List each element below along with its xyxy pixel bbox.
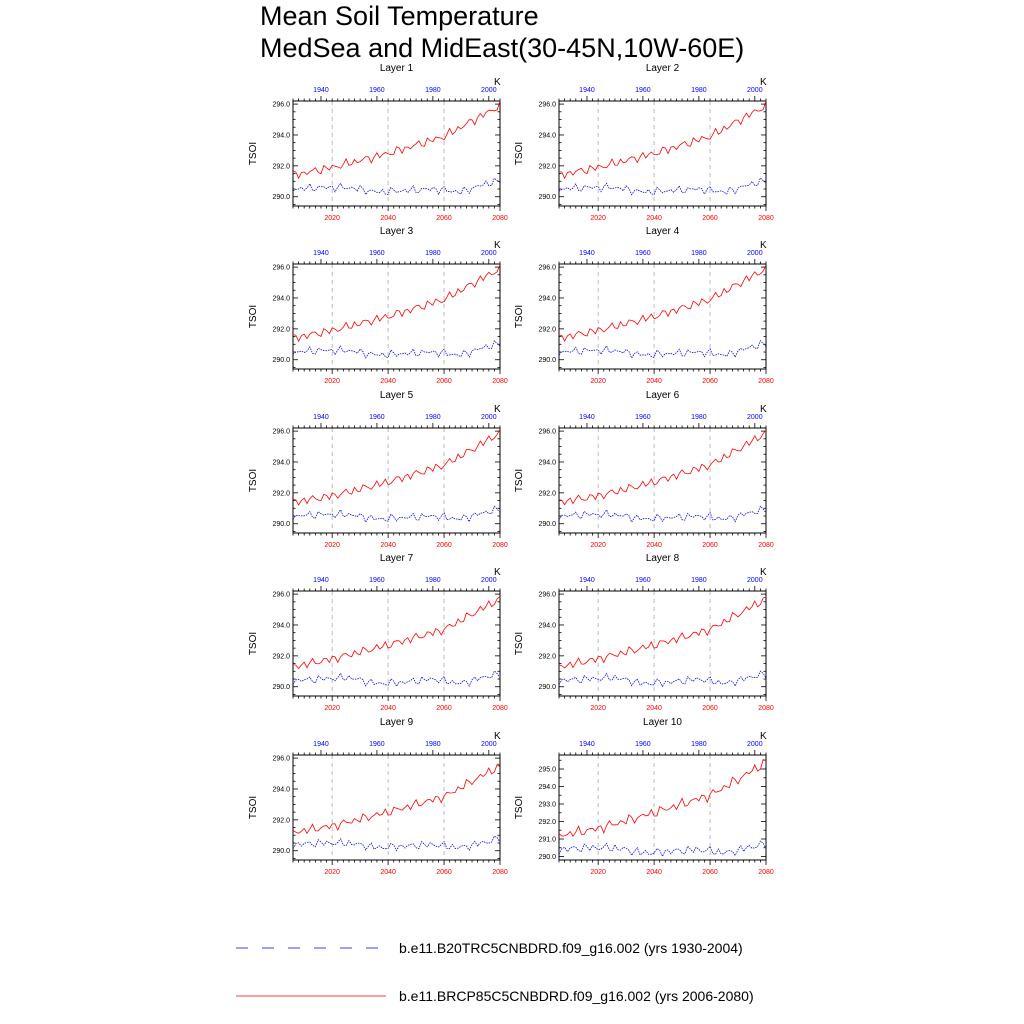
legend-entry-label: b.e11.BRCP85C5CNBDRD.f09_g16.002 (yrs 2006-2080) (399, 988, 754, 1004)
series-line-future (559, 597, 766, 668)
x-bottom-tick-label: 2040 (646, 542, 662, 549)
series-line-historical (559, 178, 766, 195)
chart-title-line-1: Mean Soil Temperature (260, 1, 539, 31)
series-line-future (293, 430, 500, 505)
x-bottom-tick-label: 2060 (436, 869, 452, 876)
x-bottom-tick-label: 2020 (590, 542, 606, 549)
y-tick-label: 294.0 (272, 622, 290, 630)
y-tick-label: 292.0 (272, 326, 290, 334)
x-top-tick-label: 1980 (691, 87, 707, 94)
series-line-historical (293, 341, 500, 358)
unit-label: K (494, 404, 501, 415)
y-tick-label: 292.0 (538, 653, 556, 661)
y-tick-label: 296.0 (272, 428, 290, 436)
y-tick-label: 292.0 (538, 819, 556, 826)
x-top-tick-label: 1940 (313, 741, 329, 748)
panel-layer-7 (248, 553, 508, 712)
y-tick-label: 294.0 (538, 132, 556, 140)
panel-layer-3 (248, 226, 508, 385)
y-tick-label: 294.0 (272, 132, 290, 140)
unit-label: K (494, 77, 501, 88)
x-top-tick-label: 1980 (425, 577, 441, 584)
x-top-tick-label: 1940 (313, 87, 329, 94)
y-tick-label: 290.0 (272, 848, 290, 856)
x-top-tick-label: 1980 (691, 741, 707, 748)
x-bottom-tick-label: 2080 (758, 869, 774, 876)
x-bottom-tick-label: 2060 (436, 542, 452, 549)
panel-title: Layer 1 (379, 63, 414, 74)
x-bottom-tick-label: 2040 (380, 869, 396, 876)
series-line-future (559, 430, 766, 505)
unit-label: K (760, 240, 767, 251)
panel-title: Layer 5 (379, 390, 414, 401)
series-line-historical (293, 506, 500, 522)
x-top-tick-label: 1960 (635, 87, 651, 94)
plot-frame (293, 101, 500, 206)
series-line-future (293, 597, 500, 669)
series-line-historical (293, 836, 500, 851)
y-tick-label: 290.0 (538, 357, 556, 365)
x-bottom-tick-label: 2080 (492, 542, 508, 549)
y-tick-label: 294.0 (538, 622, 556, 630)
x-bottom-tick-label: 2060 (436, 705, 452, 712)
x-bottom-tick-label: 2080 (758, 542, 774, 549)
y-tick-label: 296.0 (538, 591, 556, 599)
plot-frame (293, 755, 500, 860)
panel-title: Layer 3 (379, 226, 414, 237)
y-axis-label: TSOI (514, 468, 525, 493)
x-bottom-tick-label: 2020 (324, 705, 340, 712)
series-line-historical (559, 506, 766, 522)
x-top-tick-label: 1940 (579, 577, 595, 584)
y-axis-label: TSOI (248, 795, 259, 820)
x-top-tick-label: 2000 (481, 250, 497, 257)
y-tick-label: 296.0 (272, 264, 290, 272)
x-top-tick-label: 1960 (369, 741, 385, 748)
x-top-tick-label: 1960 (635, 577, 651, 584)
panel-layer-5 (248, 390, 508, 549)
y-tick-label: 294.0 (538, 459, 556, 467)
x-top-tick-label: 1960 (369, 577, 385, 584)
y-tick-label: 292.0 (538, 163, 556, 171)
y-tick-label: 294.0 (272, 786, 290, 794)
panel-layer-9 (248, 717, 508, 876)
x-bottom-tick-label: 2040 (646, 215, 662, 222)
panel-layer-10 (514, 717, 774, 876)
plot-frame (559, 264, 766, 369)
x-top-tick-label: 2000 (481, 577, 497, 584)
x-bottom-tick-label: 2020 (324, 542, 340, 549)
y-tick-label: 290.0 (538, 684, 556, 692)
unit-label: K (494, 567, 501, 578)
y-axis-label: TSOI (248, 141, 259, 166)
y-tick-label: 290.0 (272, 194, 290, 202)
y-tick-label: 291.0 (538, 836, 556, 844)
x-top-tick-label: 2000 (747, 741, 763, 748)
legend (236, 940, 754, 1004)
x-top-tick-label: 1960 (369, 414, 385, 421)
y-tick-label: 292.0 (272, 163, 290, 171)
x-bottom-tick-label: 2080 (492, 215, 508, 222)
unit-label: K (494, 240, 501, 251)
x-top-tick-label: 1980 (691, 414, 707, 421)
series-line-future (559, 101, 766, 178)
series-line-future (559, 265, 766, 341)
x-bottom-tick-label: 2060 (702, 869, 718, 876)
panel-title: Layer 6 (645, 390, 680, 401)
y-tick-label: 295.0 (538, 766, 556, 774)
x-top-tick-label: 2000 (481, 87, 497, 94)
y-tick-label: 290.0 (272, 357, 290, 365)
panel-title: Layer 10 (643, 717, 682, 728)
x-top-tick-label: 1960 (635, 414, 651, 421)
x-top-tick-label: 1940 (313, 414, 329, 421)
x-top-tick-label: 1980 (425, 741, 441, 748)
series-line-future (293, 265, 500, 342)
plot-frame (293, 264, 500, 369)
y-tick-label: 296.0 (272, 755, 290, 763)
panel-layer-1 (248, 63, 508, 222)
x-top-tick-label: 1980 (425, 250, 441, 257)
x-bottom-tick-label: 2060 (702, 215, 718, 222)
unit-label: K (494, 731, 501, 742)
y-axis-label: TSOI (514, 795, 525, 820)
panel-title: Layer 2 (645, 63, 680, 74)
series-line-future (293, 764, 500, 833)
x-bottom-tick-label: 2040 (380, 705, 396, 712)
x-bottom-tick-label: 2060 (436, 215, 452, 222)
series-line-future (293, 101, 500, 178)
y-axis-label: TSOI (514, 304, 525, 329)
unit-label: K (760, 731, 767, 742)
series-line-future (559, 760, 766, 837)
unit-label: K (760, 77, 767, 88)
chart-title-line-2: MedSea and MidEast(30-45N,10W-60E) (260, 33, 745, 63)
y-tick-label: 294.0 (272, 459, 290, 467)
x-bottom-tick-label: 2060 (702, 542, 718, 549)
y-axis-label: TSOI (248, 468, 259, 493)
x-bottom-tick-label: 2080 (492, 705, 508, 712)
y-tick-label: 293.0 (538, 801, 556, 809)
y-tick-label: 292.0 (272, 653, 290, 661)
series-line-historical (293, 178, 500, 194)
x-bottom-tick-label: 2080 (758, 705, 774, 712)
series-line-historical (559, 841, 766, 856)
y-tick-label: 292.0 (538, 490, 556, 498)
x-bottom-tick-label: 2020 (590, 215, 606, 222)
series-line-historical (293, 671, 500, 686)
x-bottom-tick-label: 2060 (436, 378, 452, 385)
x-bottom-tick-label: 2020 (324, 869, 340, 876)
y-tick-label: 292.0 (538, 326, 556, 334)
unit-label: K (760, 404, 767, 415)
panel-title: Layer 9 (379, 717, 414, 728)
x-top-tick-label: 1940 (579, 414, 595, 421)
unit-label: K (760, 567, 767, 578)
x-top-tick-label: 1980 (425, 87, 441, 94)
x-top-tick-label: 1940 (579, 250, 595, 257)
y-tick-label: 296.0 (538, 101, 556, 109)
x-bottom-tick-label: 2040 (646, 869, 662, 876)
x-top-tick-label: 2000 (747, 250, 763, 257)
y-tick-label: 294.0 (272, 295, 290, 303)
x-bottom-tick-label: 2080 (758, 378, 774, 385)
y-tick-label: 290.0 (538, 194, 556, 202)
panel-layer-8 (514, 553, 774, 712)
y-axis-label: TSOI (514, 141, 525, 166)
x-bottom-tick-label: 2020 (324, 215, 340, 222)
y-axis-label: TSOI (248, 304, 259, 329)
y-tick-label: 292.0 (272, 817, 290, 825)
x-top-tick-label: 1940 (579, 87, 595, 94)
x-bottom-tick-label: 2020 (590, 705, 606, 712)
x-top-tick-label: 1960 (635, 741, 651, 748)
x-top-tick-label: 1940 (313, 577, 329, 584)
y-tick-label: 290.0 (538, 521, 556, 529)
x-top-tick-label: 1940 (579, 741, 595, 748)
y-tick-label: 296.0 (538, 264, 556, 272)
x-bottom-tick-label: 2040 (380, 542, 396, 549)
y-tick-label: 296.0 (272, 591, 290, 599)
plot-frame (559, 755, 766, 860)
x-bottom-tick-label: 2040 (646, 378, 662, 385)
y-axis-label: TSOI (248, 631, 259, 656)
y-tick-label: 294.0 (538, 784, 556, 791)
x-top-tick-label: 1960 (635, 250, 651, 257)
panel-title: Layer 8 (645, 553, 680, 564)
x-bottom-tick-label: 2040 (646, 705, 662, 712)
panel-layer-4 (514, 226, 774, 385)
x-bottom-tick-label: 2060 (702, 378, 718, 385)
series-line-historical (559, 671, 766, 686)
x-bottom-tick-label: 2020 (590, 378, 606, 385)
x-top-tick-label: 2000 (747, 87, 763, 94)
x-bottom-tick-label: 2060 (702, 705, 718, 712)
x-bottom-tick-label: 2020 (324, 378, 340, 385)
y-tick-label: 290.0 (272, 684, 290, 692)
plot-frame (559, 428, 766, 533)
panel-title: Layer 7 (379, 553, 414, 564)
x-top-tick-label: 1960 (369, 87, 385, 94)
x-bottom-tick-label: 2080 (492, 869, 508, 876)
x-top-tick-label: 1980 (691, 250, 707, 257)
x-bottom-tick-label: 2040 (380, 378, 396, 385)
y-tick-label: 292.0 (272, 490, 290, 498)
x-bottom-tick-label: 2020 (590, 869, 606, 876)
x-top-tick-label: 2000 (481, 414, 497, 421)
x-top-tick-label: 1980 (691, 577, 707, 584)
x-top-tick-label: 2000 (747, 577, 763, 584)
x-bottom-tick-label: 2040 (380, 215, 396, 222)
y-tick-label: 290.0 (272, 521, 290, 529)
panel-layer-6 (514, 390, 774, 549)
panel-layer-2 (514, 63, 774, 222)
y-tick-label: 296.0 (272, 101, 290, 109)
x-bottom-tick-label: 2080 (758, 215, 774, 222)
x-top-tick-label: 2000 (747, 414, 763, 421)
x-top-tick-label: 2000 (481, 741, 497, 748)
x-bottom-tick-label: 2080 (492, 378, 508, 385)
series-line-historical (559, 341, 766, 359)
x-top-tick-label: 1940 (313, 250, 329, 257)
panels-grid (248, 63, 774, 876)
y-tick-label: 294.0 (538, 295, 556, 303)
panel-title: Layer 4 (645, 226, 680, 237)
x-top-tick-label: 1960 (369, 250, 385, 257)
legend-entry-label: b.e11.B20TRC5CNBDRD.f09_g16.002 (yrs 1930-2004) (399, 940, 743, 956)
plot-frame (293, 428, 500, 533)
plot-frame (559, 101, 766, 206)
y-tick-label: 296.0 (538, 428, 556, 436)
y-axis-label: TSOI (514, 631, 525, 656)
y-tick-label: 290.0 (538, 854, 556, 861)
x-top-tick-label: 1980 (425, 414, 441, 421)
